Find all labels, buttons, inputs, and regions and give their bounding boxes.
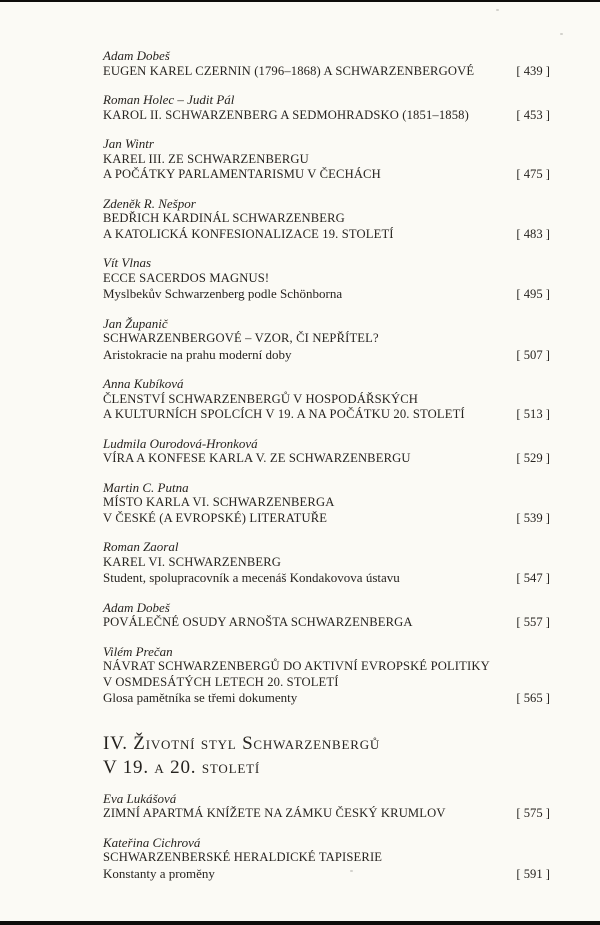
entry-title: SCHWARZENBERGOVÉ – VZOR, ČI NEPŘÍTEL? [103,331,379,345]
entry-author: Roman Holec – Judit Pál [103,92,235,107]
toc-entry [103,539,550,587]
entry-page-number: [ 507 ] [516,347,550,362]
entry-subtitle-row [103,570,550,587]
entry-page-number: [ 565 ] [516,691,550,705]
entry-author: Adam Dobeš [103,599,170,615]
entry-author: Jan Wintr [103,136,154,151]
entry-title: ZIMNÍ APARTMÁ KNÍŽETE NA ZÁMKU ČESKÝ KRUMLOV [103,806,446,820]
entry-page-number: [ 439 ] [516,63,550,78]
toc-entry [103,376,550,423]
entry-author: Adam Dobeš [103,48,170,63]
entry-title-row [103,64,550,80]
entry-author: Kateřina Cichrová [103,834,201,850]
entry-title: KAREL III. ZE SCHWARZENBERGU [103,151,309,166]
section-heading-line2: V 19. a 20. století [103,756,260,778]
entry-subtitle-row [103,286,550,303]
section-heading-line1: IV. Životní styl Schwarzenbergů [103,732,381,754]
toc-entry [103,196,550,243]
entry-subtitle: Glosa pamětníka se třemi dokumenty [103,690,298,705]
entry-title: MÍSTO KARLA VI. SCHWARZENBERGA [103,495,335,509]
entry-title: ČLENSTVÍ SCHWARZENBERGŮ V HOSPODÁŘSKÝCH [103,391,419,406]
entry-title: BEDŘICH KARDINÁL SCHWARZENBERG [103,211,345,225]
entry-title: NÁVRAT SCHWARZENBERGŮ DO AKTIVNÍ EVROPSKÉ POLITIKY [103,659,490,673]
table-of-contents [103,48,550,895]
toc-entry [103,644,550,707]
entry-page-number: [ 539 ] [516,510,550,525]
toc-entry [103,835,550,883]
entry-page-number: [ 453 ] [516,107,550,122]
entry-title: SCHWARZENBERSKÉ HERALDICKÉ TAPISERIE [103,850,383,864]
entry-page-number: [ 591 ] [516,866,550,881]
entry-author: Vilém Prečan [103,643,173,659]
entry-page-number: [ 529 ] [516,451,550,465]
entry-title-row [103,615,550,631]
scan-speck [560,33,563,35]
entry-page-number: [ 495 ] [516,287,550,301]
entry-author: Roman Zaoral [103,539,179,554]
entry-page-number: [ 547 ] [516,571,550,585]
entry-author: Vít Vlnas [103,255,152,270]
entry-author: Jan Županič [103,315,168,331]
scan-edge-top [0,0,600,2]
entry-subtitle-row [103,866,550,883]
toc-entry [103,436,550,467]
toc-entry [103,600,550,631]
toc-entry [103,136,550,183]
entry-title-row [103,108,550,124]
entry-page-number: [ 475 ] [516,167,550,181]
entry-page-number: [ 557 ] [516,615,550,629]
section-heading [103,732,550,780]
entry-title: A POČÁTKY PARLAMENTARISMU V ČECHÁCH [103,167,381,181]
entry-subtitle: Konstanty a proměny [103,865,215,881]
entry-title: EUGEN KAREL CZERNIN (1796–1868) A SCHWARZENBERGOVÉ [103,63,475,78]
entry-title: POVÁLEČNÉ OSUDY ARNOŠTA SCHWARZENBERGA [103,615,413,629]
entry-subtitle-row [103,690,550,707]
entry-author: Martin C. Putna [103,479,189,495]
toc-entry [103,48,550,79]
entry-author: Ludmila Ourodová-Hronková [103,435,258,451]
entry-page-number: [ 575 ] [516,806,550,820]
entry-title: A KATOLICKÁ KONFESIONALIZACE 19. STOLETÍ [103,226,394,241]
entry-title: V ČESKÉ (A EVROPSKÉ) LITERATUŘE [103,510,328,525]
toc-entry [103,92,550,123]
scan-edge-bottom [0,921,600,925]
entry-title: KAREL VI. SCHWARZENBERG [103,554,282,569]
entry-title-row [103,407,550,423]
entry-title-row [103,167,550,183]
entry-title: VÍRA A KONFESE KARLA V. ZE SCHWARZENBERGU [103,451,411,465]
entry-page-number: [ 483 ] [516,226,550,241]
entry-subtitle: Aristokracie na prahu moderní doby [103,346,292,362]
entry-subtitle: Myslbekův Schwarzenberg podle Schönborna [103,286,343,301]
entry-subtitle: Student, spolupracovník a mecenáš Kondakovova ústavu [103,570,400,585]
entry-title: ECCE SACERDOS MAGNUS! [103,270,270,285]
entry-title-row [103,227,550,243]
entry-title: KAROL II. SCHWARZENBERG A SEDMOHRADSKO (1851–1858) [103,107,469,122]
toc-entry [103,316,550,364]
entry-title-row [103,451,550,467]
entry-title: V OSMDESÁTÝCH LETECH 20. STOLETÍ [103,674,339,689]
entry-subtitle-row [103,347,550,364]
toc-entry [103,255,550,303]
entry-author: Anna Kubíková [103,376,184,391]
entry-title-row [103,511,550,527]
entry-page-number: [ 513 ] [516,407,550,421]
toc-entry [103,480,550,527]
entry-title: A KULTURNÍCH SPOLCÍCH V 19. A NA POČÁTKU 20. STOLETÍ [103,407,465,421]
scan-speck [496,9,499,11]
entry-author: Eva Lukášová [103,790,177,806]
entry-title-row [103,806,550,822]
entry-author: Zdeněk R. Nešpor [103,195,196,211]
toc-entry [103,791,550,822]
